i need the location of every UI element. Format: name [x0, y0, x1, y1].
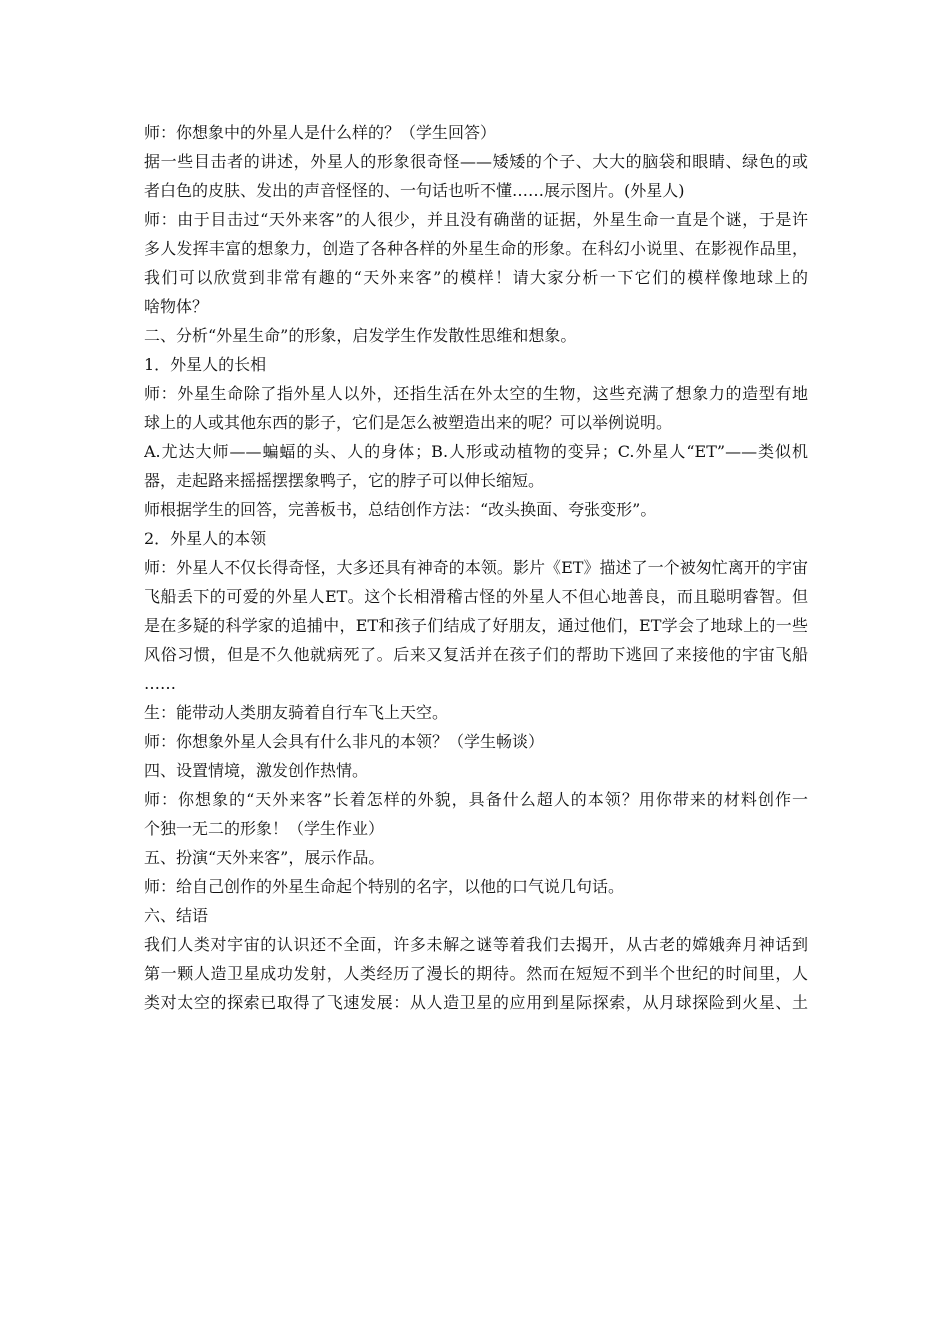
- text-line: 个独一无二的形象！（学生作业）: [144, 819, 385, 838]
- text-line: 是在多疑的科学家的追捕中，ET和孩子们结成了好朋友，通过他们，ET学会了地球上的一些: [144, 616, 808, 635]
- text-line: 师：外星生命除了指外星人以外，还指生活在外太空的生物，这些充满了想象力的造型有地: [144, 384, 808, 403]
- text-line: 师：你想象中的外星人是什么样的？（学生回答）: [144, 123, 497, 142]
- text-line: 我们人类对宇宙的认识还不全面，许多未解之谜等着我们去揭开，从古老的嫦娥奔月神话到: [144, 935, 808, 954]
- text-line: 者白色的皮肤、发出的声音怪怪的、一句话也听不懂……展示图片。(外星人): [144, 181, 685, 200]
- text-line: 师根据学生的回答，完善板书，总结创作方法：“改头换面、夸张变形”。: [144, 500, 657, 519]
- text-line: 六、结语: [144, 906, 209, 925]
- text-line: 生：能带动人类朋友骑着自行车飞上天空。: [144, 703, 449, 722]
- text-line: 飞船丢下的可爱的外星人ET。这个长相滑稽古怪的外星人不但心地善良，而且聪明睿智。但: [144, 587, 808, 606]
- text-line: 四、设置情境，激发创作热情。: [144, 761, 369, 780]
- text-line: 2．外星人的本领: [144, 529, 267, 548]
- text-line: 多人发挥丰富的想象力，创造了各种各样的外星生命的形象。在科幻小说里、在影视作品里，: [144, 239, 808, 258]
- text-line: 师：你想象的“天外来客”长着怎样的外貌，具备什么超人的本领？用你带来的材料创作一: [144, 790, 808, 809]
- text-line: 师：你想象外星人会具有什么非凡的本领？（学生畅谈）: [144, 732, 545, 751]
- text-line: A.尤达大师——蝙蝠的头、人的身体；B.人形或动植物的变异；C.外星人“ET”——类似机: [144, 442, 808, 461]
- text-line: 类对太空的探索已取得了飞速发展：从人造卫星的应用到星际探索，从月球探险到火星、土: [144, 993, 808, 1012]
- text-line: 据一些目击者的讲述，外星人的形象很奇怪——矮矮的个子、大大的脑袋和眼睛、绿色的或: [144, 152, 808, 171]
- text-line: 师：由于目击过“天外来客”的人很少，并且没有确凿的证据，外星生命一直是个谜，于是许: [144, 210, 808, 229]
- text-line: 器，走起路来摇摇摆摆象鸭子，它的脖子可以伸长缩短。: [144, 471, 545, 490]
- text-line: 师：给自己创作的外星生命起个特别的名字，以他的口气说几句话。: [144, 877, 625, 896]
- text-line: 师：外星人不仅长得奇怪，大多还具有神奇的本领。影片《ET》描述了一个被匆忙离开的宇宙: [144, 558, 808, 577]
- document-page: [144, 118, 808, 1017]
- text-line: 风俗习惯，但是不久他就病死了。后来又复活并在孩子们的帮助下逃回了来接他的宇宙飞船: [144, 645, 808, 664]
- text-line: 五、扮演“天外来客”，展示作品。: [144, 848, 385, 867]
- text-line: 球上的人或其他东西的影子，它们是怎么被塑造出来的呢？可以举例说明。: [144, 413, 673, 432]
- text-line: 第一颗人造卫星成功发射，人类经历了漫长的期待。然而在短短不到半个世纪的时间里，人: [144, 964, 808, 983]
- text-line: 啥物体？: [144, 297, 209, 316]
- text-line: 1．外星人的长相: [144, 355, 267, 374]
- text-line: 我们可以欣赏到非常有趣的“天外来客”的模样！请大家分析一下它们的模样像地球上的: [144, 268, 808, 287]
- text-line: 二、分析“外星生命”的形象，启发学生作发散性思维和想象。: [144, 326, 577, 345]
- text-line: ……: [144, 674, 176, 693]
